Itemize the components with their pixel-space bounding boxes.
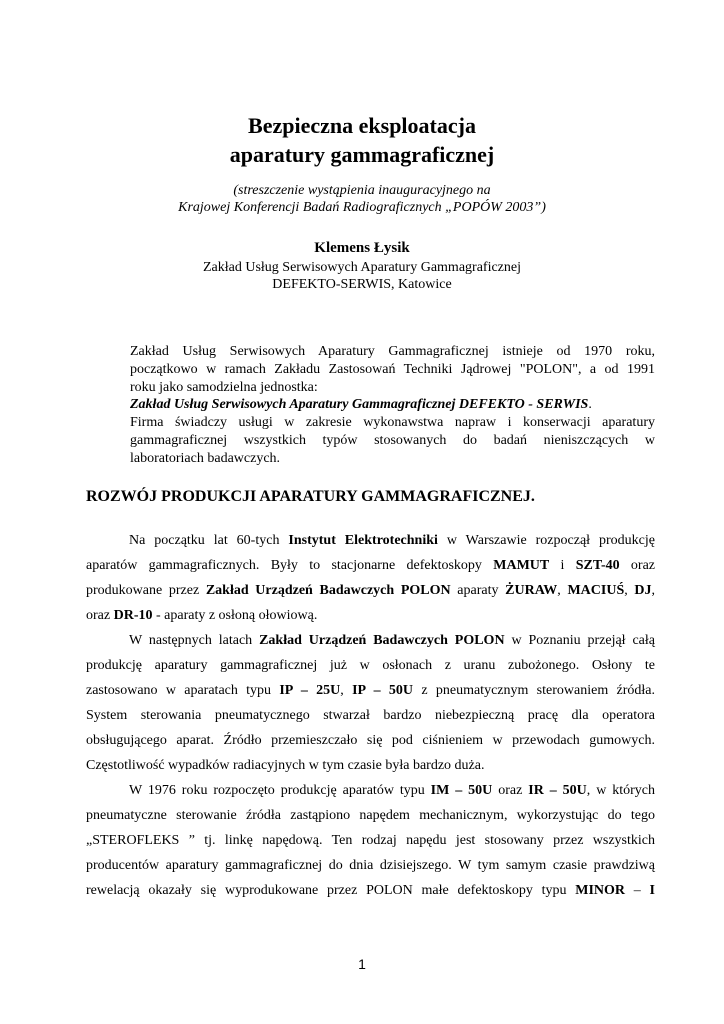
body-line: W 1976 roku rozpoczęto produkcję aparatów typu IM – 50U oraz IR – 50U, w których: [129, 783, 656, 798]
body-line: Na początku lat 60-tych Instytut Elektrotechniki w Warszawie rozpoczął produkcję: [129, 533, 655, 548]
body-line: System sterowania pneumatycznego stwarzał bardzo niebezpieczną pracę dla operatora: [86, 708, 655, 723]
body-line: produkcję aparatury gammagraficznej już w osłonach z uranu zubożonego. Osłony te: [86, 658, 655, 673]
section-heading: ROZWÓJ PRODUKCJI APARATURY GAMMAGRAFICZNEJ.: [86, 488, 535, 505]
body-line: zastosowano w aparatach typu IP – 25U, IP – 50U z pneumatycznym sterowaniem źródła.: [86, 683, 655, 698]
body-line: obsługującego aparat. Źródło przemieszczało się pod ciśnieniem w przewodach gumowych.: [86, 733, 655, 748]
abstract-line: Firma świadczy usługi w zakresie wykonawstwa napraw i konserwacji aparatury: [130, 415, 655, 431]
body-line: Częstotliwość wypadków radiacyjnych w tym czasie była bardzo duża.: [86, 758, 485, 773]
body-line: rewelacją okazały się wyprodukowane przez POLON małe defektoskopy typu MINOR – I: [86, 883, 655, 898]
body-line: oraz DR-10 - aparaty z osłoną ołowiową.: [86, 608, 318, 623]
body-line: „STEROFLEKS ” tj. linkę napędową. Ten rodzaj napędu jest stosowany przez wszystkich: [86, 833, 655, 848]
abstract: [130, 343, 655, 468]
body-line: aparatów gammagraficznych. Były to stacjonarne defektoskopy MAMUT i SZT-40 oraz: [86, 558, 656, 573]
abstract-line: gammagraficznej wszystkich typów stosowanych do badań nieniszczących w: [130, 432, 655, 448]
abstract-line: Zakład Usług Serwisowych Aparatury Gammagraficznej istnieje od 1970 roku,: [130, 344, 655, 359]
page-number: 1: [358, 956, 366, 972]
subtitle-line-1: (streszczenie wystąpienia inauguracyjnego na: [233, 183, 491, 198]
body-line: W następnych latach Zakład Urządzeń Badawczych POLON w Poznaniu przejął całą: [129, 633, 655, 648]
body-text: [86, 528, 655, 903]
body-line: pneumatyczne sterowanie źródła zastąpiono napędem mechanicznym, wykorzystując do tego: [86, 808, 655, 823]
company-name: Zakład Usług Serwisowych Aparatury Gammagraficznej DEFEKTO - SERWIS: [130, 397, 589, 413]
abstract-line: Zakład Usług Serwisowych Aparatury Gammagraficznej DEFEKTO - SERWIS.: [130, 397, 592, 413]
abstract-line: początkowo w ramach Zakładu Zastosowań Techniki Jądrowej "POLON", a od 1991: [130, 361, 655, 377]
title-line-1: Bezpieczna eksploatacja: [248, 113, 476, 138]
body-line: produkowane przez Zakład Urządzeń Badawczych POLON aparaty ŻURAW, MACIUŚ, DJ,: [86, 583, 656, 598]
affiliation-line-2: DEFEKTO-SERWIS, Katowice: [272, 277, 452, 292]
body-line: producentów aparatury gammagraficznej do dnia dzisiejszego. W tym samym czasie prawdziwą: [86, 858, 655, 873]
abstract-line: roku jako samodzielna jednostka:: [130, 379, 318, 395]
title-line-2: aparatury gammagraficznej: [229, 142, 495, 167]
author-name: Klemens Łysik: [314, 240, 410, 256]
subtitle-line-2: Krajowej Konferencji Badań Radiograficznych „POPÓW 2003”): [178, 200, 546, 215]
affiliation-line-1: Zakład Usług Serwisowych Aparatury Gammagraficznej: [202, 260, 521, 275]
abstract-line: laboratoriach badawczych.: [130, 450, 281, 466]
